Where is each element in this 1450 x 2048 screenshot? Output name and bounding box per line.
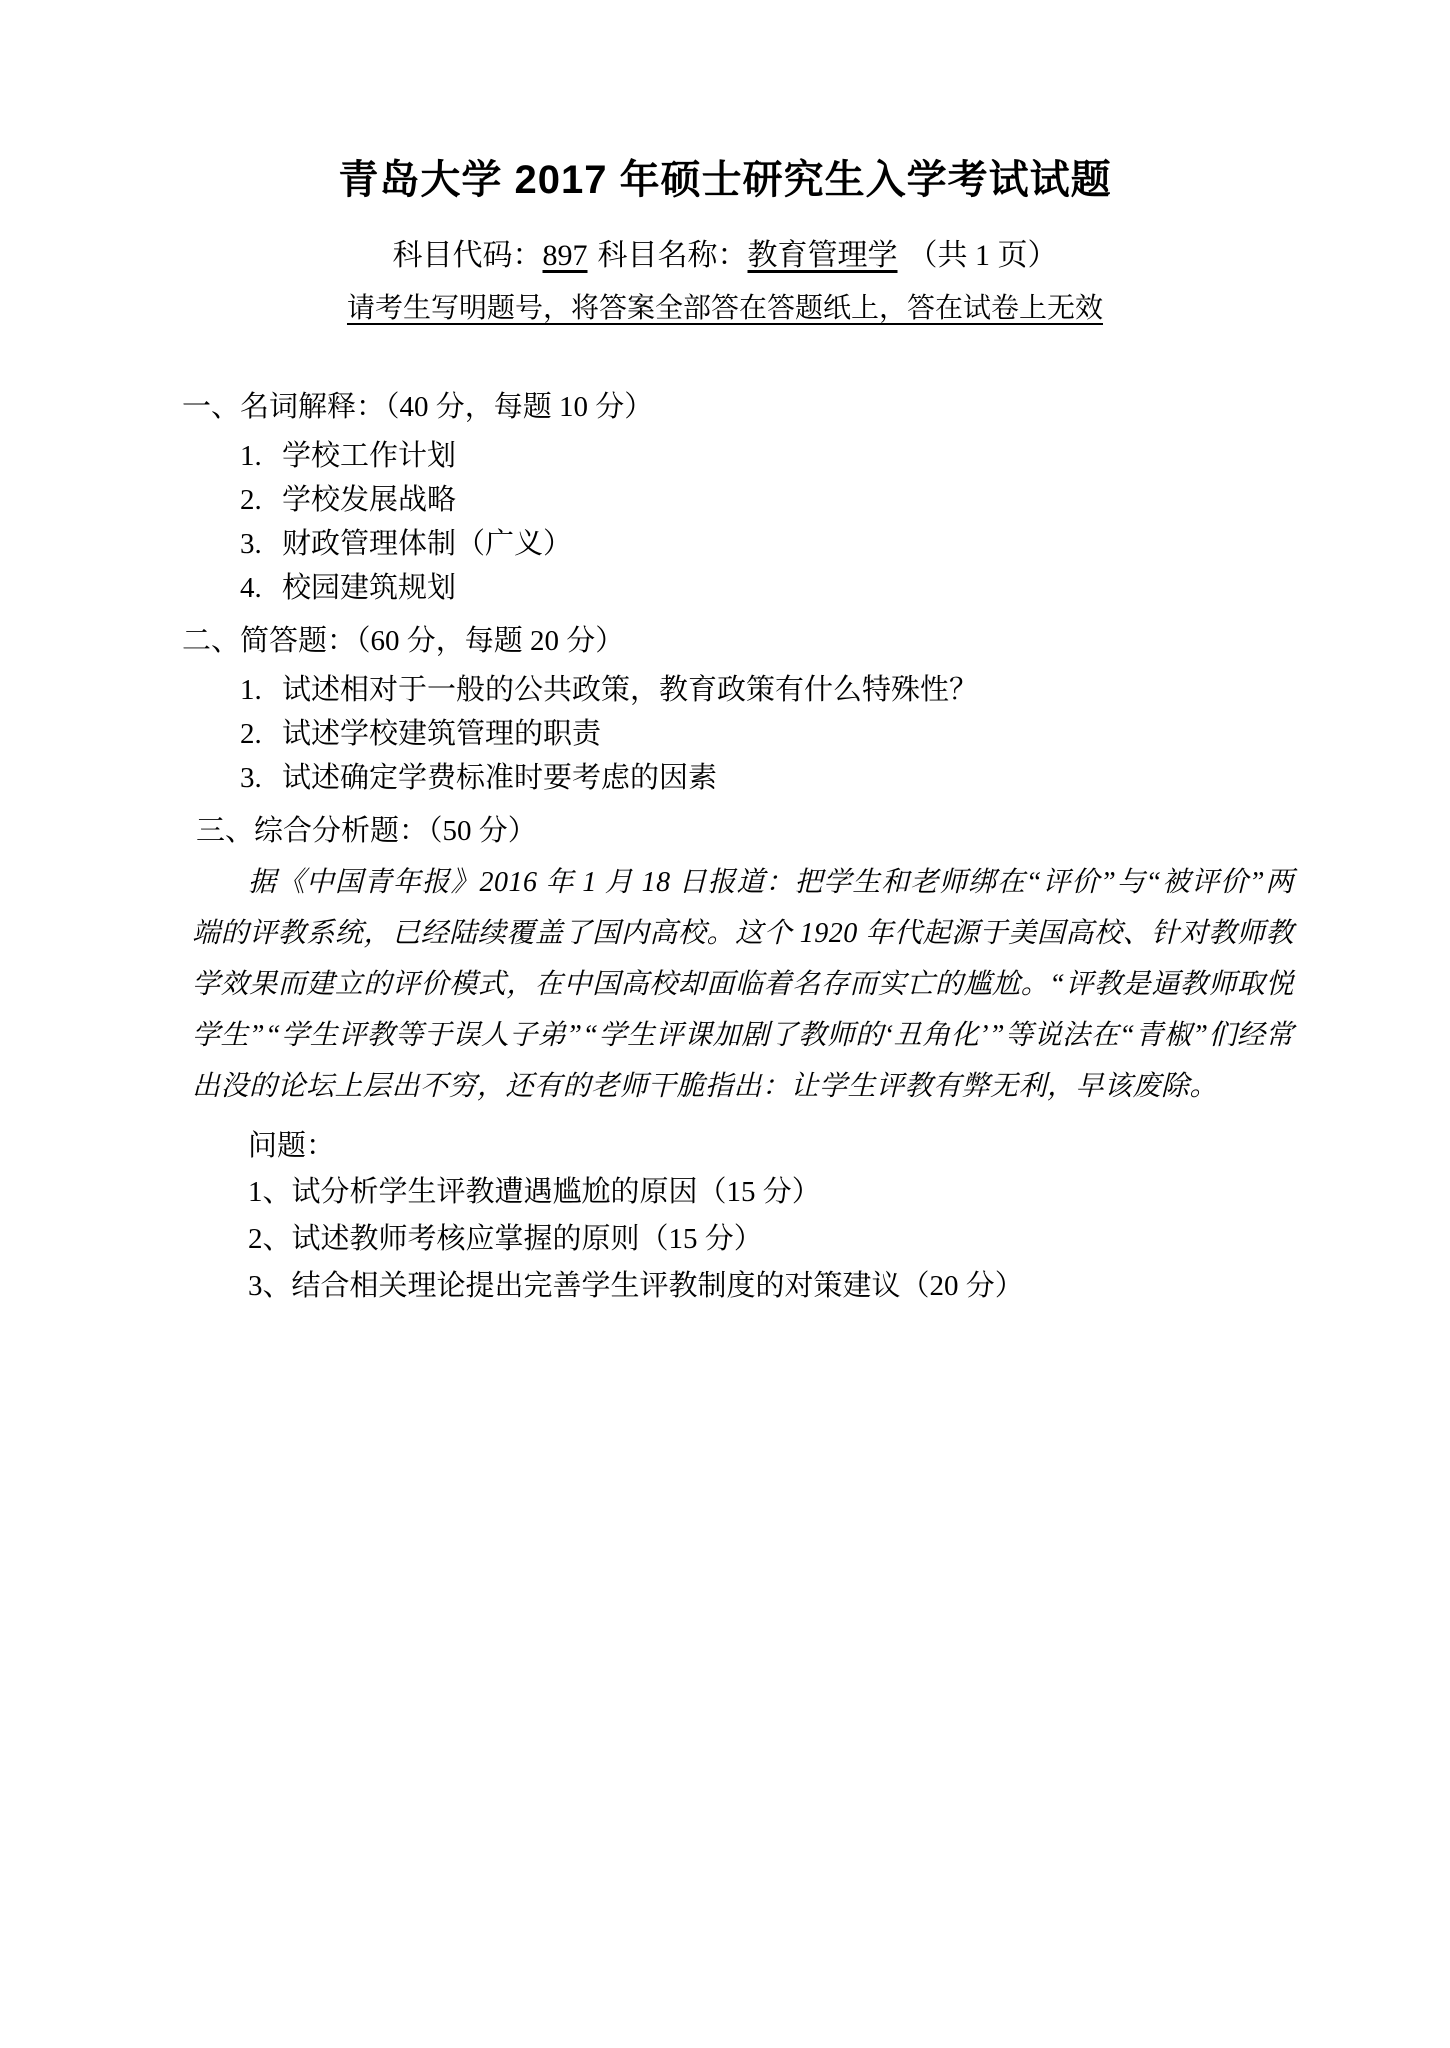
- item-number: 4.: [240, 571, 262, 604]
- page-count: （共 1 页）: [907, 239, 1058, 272]
- item-number: 1、: [248, 1176, 292, 1209]
- item-text: 试分析学生评教遭遇尴尬的原因（15 分）: [291, 1176, 821, 1209]
- list-item: [248, 1216, 1300, 1263]
- section-heading-3: 三、综合分析题：（50 分）: [196, 815, 537, 848]
- item-text: 结合相关理论提出完善学生评教制度的对策建议（20 分）: [291, 1270, 1024, 1303]
- item-text: 财政管理体制（广义）: [282, 527, 573, 560]
- list-item: [240, 478, 1300, 522]
- list-item: [240, 522, 1300, 566]
- list-item: [240, 756, 1300, 800]
- subject-code-value: 897: [542, 239, 588, 272]
- item-number: 2.: [240, 718, 262, 751]
- sections-container: [0, 386, 1450, 1311]
- questions-label: 问题：: [248, 1130, 336, 1163]
- item-number: 3.: [240, 762, 262, 795]
- section-1-items: [182, 434, 1300, 610]
- subject-name-label: 科目名称：: [597, 239, 748, 272]
- list-item: [240, 712, 1300, 756]
- subject-info-line: [0, 205, 1450, 277]
- item-number: 2、: [248, 1223, 292, 1256]
- item-text: 试述相对于一般的公共政策，教育政策有什么特殊性？: [282, 674, 979, 706]
- section-heading-1: 一、名词解释：（40 分，每题 10 分）: [182, 390, 654, 423]
- item-text: 试述确定学费标准时要考虑的因素: [282, 762, 718, 795]
- list-item: [240, 566, 1300, 610]
- item-text: 学校发展战略: [282, 483, 457, 516]
- item-number: 1.: [240, 439, 262, 472]
- item-number: 1.: [240, 674, 262, 706]
- exam-notice-text: 请考生写明题号，将答案全部答在答题纸上，答在试卷上无效: [346, 293, 1103, 324]
- list-item: [248, 1169, 1300, 1216]
- item-number: 3、: [248, 1270, 292, 1303]
- item-text: 试述学校建筑管理的职责: [282, 718, 602, 751]
- item-text: 学校工作计划: [282, 439, 457, 472]
- analysis-questions: [182, 1169, 1300, 1310]
- exam-notice: [0, 277, 1450, 330]
- list-item: [240, 434, 1300, 478]
- case-passage: 据《中国青年报》2016 年 1 月 18 日报道：把学生和老师绑在“评价”与“被评价”两端的评教系统，已经陆续覆盖了国内高校。这个 1920 年代起源于美国高校、针对教师教学效果而建立的评价模式，在中国高校却面临着名存而实亡的尴尬。“评教是逼教师取悦学生”“学生评教等于误人子弟”“学生评课加剧了教师的‘丑角化’”等说法在“青椒”们经常出没的论坛上层出不穷，还有的老师干脆指出：让学生评教有弊无利，早该废除。: [192, 867, 1294, 1103]
- subject-name-value: 教育管理学: [747, 239, 898, 272]
- section-heading-2: 二、简答题：（60 分，每题 20 分）: [182, 624, 625, 657]
- list-item: [240, 668, 1300, 712]
- subject-code-label: 科目代码：: [392, 239, 543, 272]
- list-item: [248, 1263, 1300, 1310]
- page-title: 青岛大学 2017 年硕士研究生入学考试试题: [338, 158, 1112, 202]
- section-2-items: [182, 668, 1300, 800]
- item-number: 3.: [240, 527, 262, 560]
- item-number: 2.: [240, 483, 262, 516]
- item-text: 试述教师考核应掌握的原则（15 分）: [291, 1223, 763, 1256]
- item-text: 校园建筑规划: [282, 571, 457, 604]
